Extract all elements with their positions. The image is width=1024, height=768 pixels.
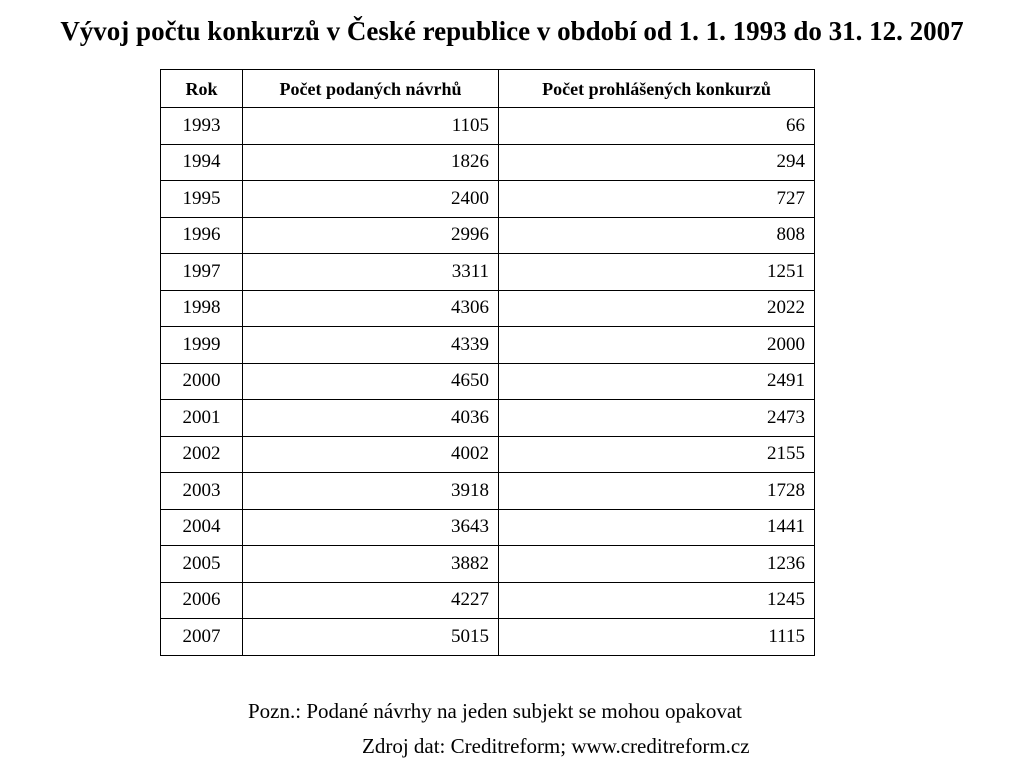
table-header-row (161, 70, 815, 108)
table-row (161, 217, 815, 254)
year-cell: 1994 (161, 144, 243, 181)
filed-petitions-cell: 3882 (243, 546, 499, 583)
table-row (161, 400, 815, 437)
table-row (161, 363, 815, 400)
declared-bankruptcies-cell: 2473 (499, 400, 815, 437)
table-row (161, 108, 815, 145)
declared-bankruptcies-cell: 1115 (499, 619, 815, 656)
table-row (161, 436, 815, 473)
declared-bankruptcies-cell: 808 (499, 217, 815, 254)
year-cell: 2000 (161, 363, 243, 400)
declared-bankruptcies-cell: 294 (499, 144, 815, 181)
filed-petitions-cell: 4227 (243, 582, 499, 619)
filed-petitions-cell: 2996 (243, 217, 499, 254)
table-row (161, 254, 815, 291)
table-row (161, 509, 815, 546)
declared-bankruptcies-cell: 2155 (499, 436, 815, 473)
footnote: Pozn.: Podané návrhy na jeden subjekt se mohou opakovat (248, 699, 742, 723)
year-cell: 2004 (161, 509, 243, 546)
filed-petitions-cell: 1826 (243, 144, 499, 181)
year-cell: 2001 (161, 400, 243, 437)
page-title: Vývoj počtu konkurzů v České republice v období od 1. 1. 1993 do 31. 12. 2007 (60, 16, 964, 46)
filed-petitions-cell: 3643 (243, 509, 499, 546)
table-row (161, 327, 815, 364)
year-cell: 2007 (161, 619, 243, 656)
year-cell: 1993 (161, 108, 243, 145)
year-cell: 2006 (161, 582, 243, 619)
declared-bankruptcies-cell: 1245 (499, 582, 815, 619)
filed-petitions-cell: 5015 (243, 619, 499, 656)
table-row (161, 144, 815, 181)
filed-petitions-cell: 4036 (243, 400, 499, 437)
year-cell: 2005 (161, 546, 243, 583)
declared-bankruptcies-cell: 66 (499, 108, 815, 145)
declared-bankruptcies-cell: 1251 (499, 254, 815, 291)
filed-petitions-cell: 3311 (243, 254, 499, 291)
year-cell: 2003 (161, 473, 243, 510)
filed-petitions-cell: 2400 (243, 181, 499, 218)
filed-petitions-cell: 4650 (243, 363, 499, 400)
declared-bankruptcies-cell: 1728 (499, 473, 815, 510)
table-row (161, 582, 815, 619)
filed-petitions-cell: 4306 (243, 290, 499, 327)
declared-bankruptcies-cell: 2491 (499, 363, 815, 400)
year-cell: 1995 (161, 181, 243, 218)
filed-petitions-cell: 4339 (243, 327, 499, 364)
table-header (161, 70, 815, 108)
declared-bankruptcies-cell: 1236 (499, 546, 815, 583)
table-row (161, 290, 815, 327)
year-cell: 1997 (161, 254, 243, 291)
data-source: Zdroj dat: Creditreform; www.creditreform.cz (362, 734, 750, 758)
year-cell: 1999 (161, 327, 243, 364)
declared-bankruptcies-cell: 2000 (499, 327, 815, 364)
year-cell: 2002 (161, 436, 243, 473)
table-row (161, 473, 815, 510)
table-row (161, 181, 815, 218)
table-row (161, 619, 815, 656)
year-cell: 1996 (161, 217, 243, 254)
year-cell: 1998 (161, 290, 243, 327)
column-header-year: Rok (161, 70, 243, 108)
table-row (161, 546, 815, 583)
table-body (161, 108, 815, 656)
column-header-filed-petitions: Počet podaných návrhů (243, 70, 499, 108)
filed-petitions-cell: 3918 (243, 473, 499, 510)
filed-petitions-cell: 4002 (243, 436, 499, 473)
declared-bankruptcies-cell: 2022 (499, 290, 815, 327)
declared-bankruptcies-cell: 1441 (499, 509, 815, 546)
column-header-declared-bankruptcies: Počet prohlášených konkurzů (499, 70, 815, 108)
bankruptcy-table (160, 69, 815, 656)
filed-petitions-cell: 1105 (243, 108, 499, 145)
declared-bankruptcies-cell: 727 (499, 181, 815, 218)
